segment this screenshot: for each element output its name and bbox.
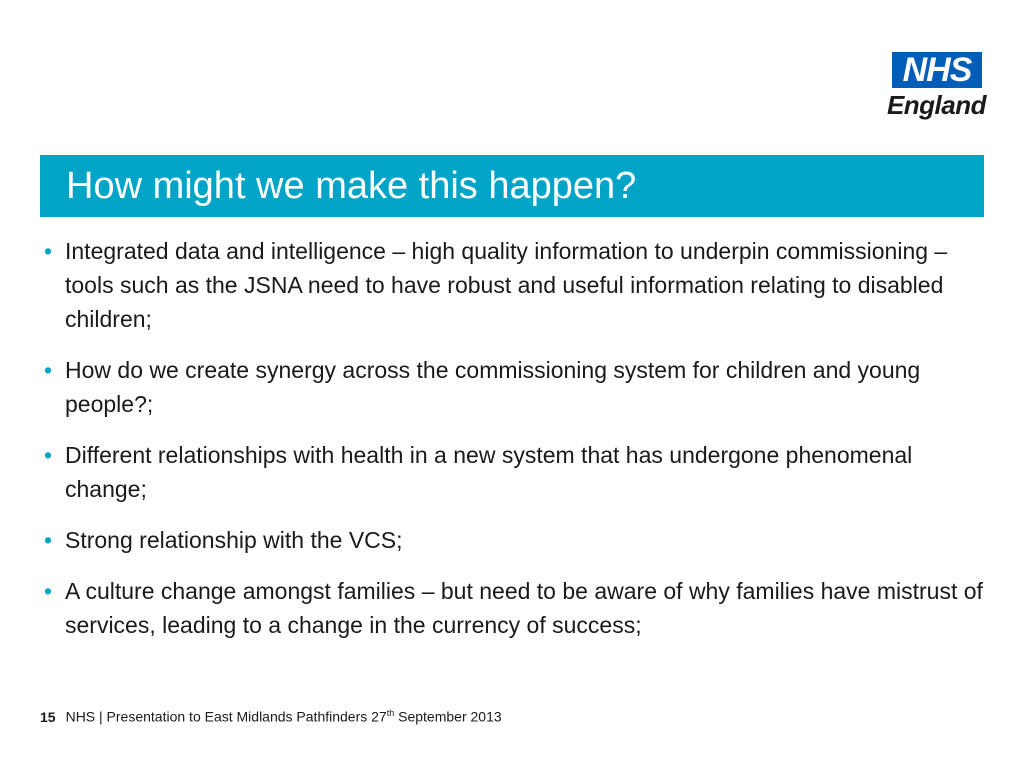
bullet-text: Different relationships with health in a new system that has undergone phenomenal change; [65, 442, 913, 502]
slide-footer [40, 708, 502, 725]
footer-date-text: September 2013 [394, 708, 502, 725]
nhs-logo-england: England [886, 90, 986, 120]
bullet-item [40, 353, 990, 421]
bullet-text: Integrated data and intelligence – high quality information to underpin commissioning – tools such as the JSNA need to have robust and useful information relating to disabled children; [65, 238, 948, 332]
bullet-icon: • [44, 357, 53, 383]
bullet-list [40, 234, 990, 659]
nhs-logo-box: NHS [892, 52, 982, 88]
slide-title: How might we make this happen? [66, 165, 637, 207]
page-number: 15 [40, 708, 56, 725]
bullet-item [40, 234, 990, 336]
bullet-text: How do we create synergy across the commissioning system for children and young people?; [65, 357, 921, 417]
nhs-england-logo [870, 52, 986, 120]
bullet-icon: • [44, 578, 53, 604]
bullet-icon: • [44, 527, 53, 553]
bullet-item [40, 523, 990, 557]
bullet-text: A culture change amongst families – but need to be aware of why families have mistrust of services, leading to a change in the currency of success; [65, 578, 983, 638]
footer-superscript: th [386, 708, 395, 718]
bullet-item [40, 438, 990, 506]
bullet-item [40, 574, 990, 642]
bullet-icon: • [44, 442, 53, 468]
footer-text: NHS | Presentation to East Midlands Pathfinders 27 [65, 708, 387, 725]
bullet-icon: • [44, 238, 53, 264]
title-bar [40, 155, 984, 217]
bullet-text: Strong relationship with the VCS; [65, 527, 403, 553]
